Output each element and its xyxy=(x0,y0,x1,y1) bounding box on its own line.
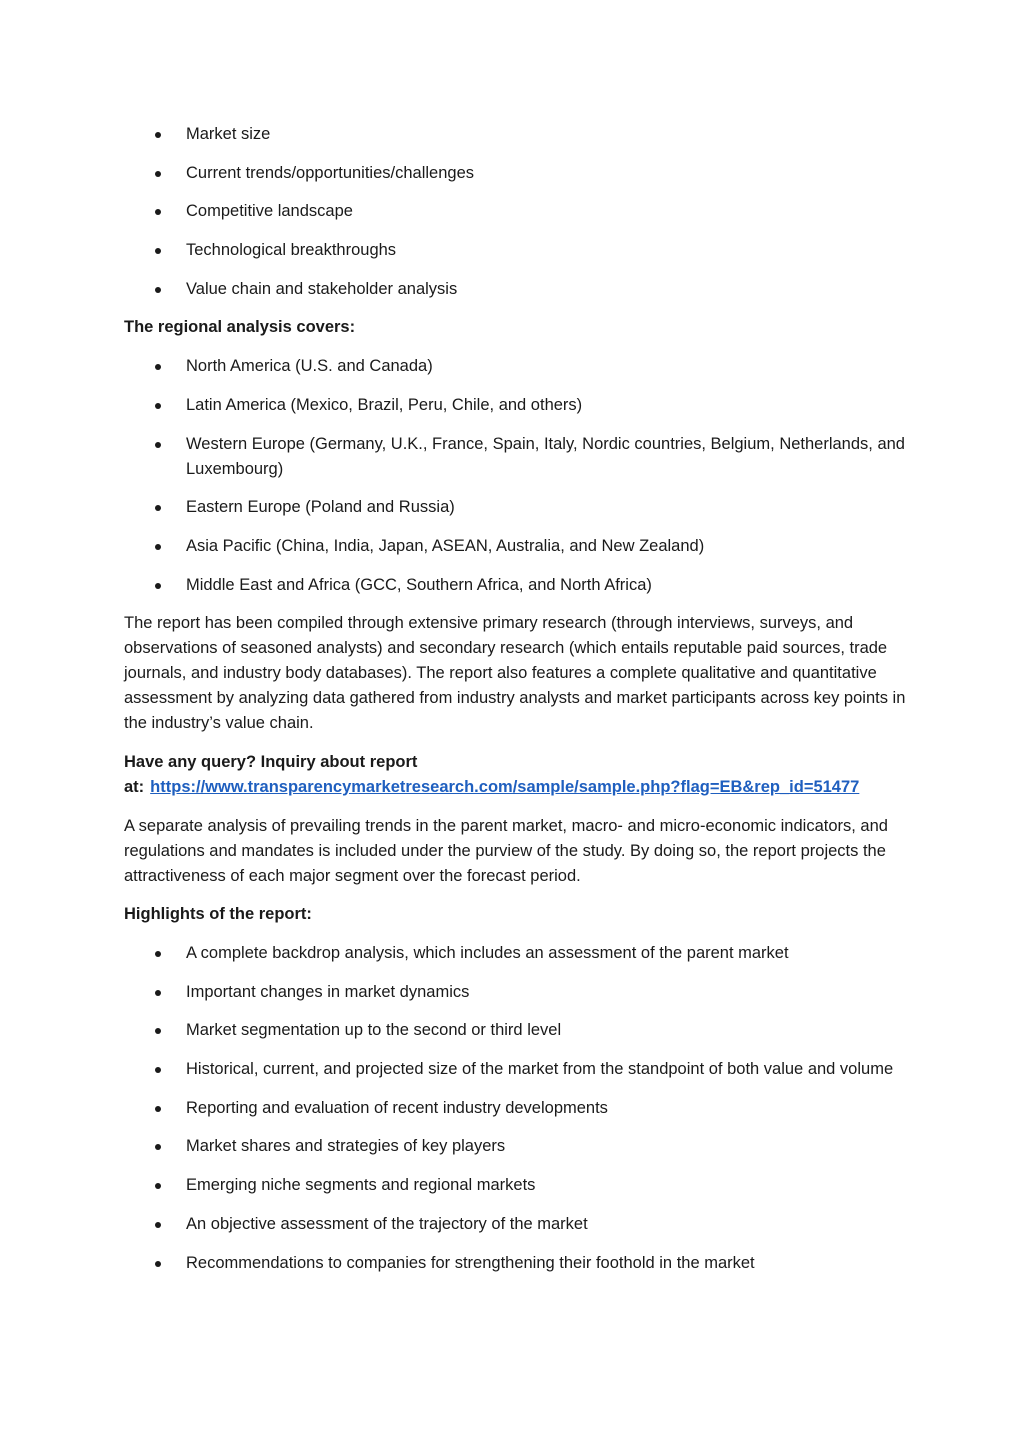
inquiry-prefix: at: xyxy=(124,777,145,796)
list-item xyxy=(124,980,914,1005)
bullet-icon xyxy=(155,171,161,177)
regions-list xyxy=(124,354,914,597)
list-item xyxy=(124,354,914,379)
analysis-paragraph: A separate analysis of prevailing trends in the parent market, macro- and micro-economic indicators, and regulations and mandates is included under the purview of the study. By doing so, the report projects the attractiveness of each major segment over the forecast period. xyxy=(124,816,888,885)
bullet-icon xyxy=(155,1144,161,1150)
bullet-icon xyxy=(155,505,161,511)
list-item xyxy=(124,277,914,302)
inquiry-label: Have any query? Inquiry about report xyxy=(124,752,418,771)
list-item xyxy=(124,1096,914,1121)
list-item-text: Reporting and evaluation of recent industry developments xyxy=(186,1098,608,1117)
list-item-text: North America (U.S. and Canada) xyxy=(186,357,433,376)
list-item xyxy=(124,534,914,559)
list-item-text: Middle East and Africa (GCC, Southern Africa, and North Africa) xyxy=(186,575,652,594)
list-item-text: Western Europe (Germany, U.K., France, Spain, Italy, Nordic countries, Belgium, Netherlands, and Luxembourg) xyxy=(186,434,905,478)
bullet-icon xyxy=(155,583,161,589)
list-item-text: Important changes in market dynamics xyxy=(186,982,470,1001)
list-item xyxy=(124,393,914,418)
bullet-icon xyxy=(155,990,161,996)
bullet-icon xyxy=(155,209,161,215)
bullet-icon xyxy=(155,1261,161,1267)
report-sample-link[interactable]: https://www.transparencymarketresearch.com/sample/sample.php?flag=EB&rep_id=51477 xyxy=(150,777,860,796)
list-item xyxy=(124,238,914,263)
list-item-text: Market segmentation up to the second or third level xyxy=(186,1021,562,1040)
list-item-text: Latin America (Mexico, Brazil, Peru, Chile, and others) xyxy=(186,395,583,414)
list-item-text: Eastern Europe (Poland and Russia) xyxy=(186,498,455,517)
list-item xyxy=(124,1251,914,1276)
list-item xyxy=(124,1134,914,1159)
list-item xyxy=(124,199,914,224)
bullet-icon xyxy=(155,1183,161,1189)
bullet-icon xyxy=(155,364,161,370)
bullet-icon xyxy=(155,132,161,138)
list-item xyxy=(124,1173,914,1198)
list-item-text: Emerging niche segments and regional markets xyxy=(186,1176,536,1195)
inquiry-link-line xyxy=(124,775,914,800)
list-item xyxy=(124,941,914,966)
bullet-icon xyxy=(155,1067,161,1073)
list-item xyxy=(124,432,914,482)
list-item-text: A complete backdrop analysis, which includes an assessment of the parent market xyxy=(186,944,789,962)
highlights-list xyxy=(124,941,914,1276)
list-item-text: Recommendations to companies for strengthening their foothold in the market xyxy=(186,1253,755,1272)
list-item xyxy=(124,161,914,186)
bullet-icon xyxy=(155,1106,161,1112)
list-item-text: Asia Pacific (China, India, Japan, ASEAN, Australia, and New Zealand) xyxy=(186,536,705,555)
bullet-icon xyxy=(155,1222,161,1228)
list-item xyxy=(124,1057,914,1082)
list-item xyxy=(124,1018,914,1043)
list-item-text: Market shares and strategies of key players xyxy=(186,1137,506,1156)
bullet-icon xyxy=(155,544,161,550)
document-page xyxy=(124,122,914,1289)
list-item xyxy=(124,122,914,147)
list-item-text: Value chain and stakeholder analysis xyxy=(186,279,458,298)
list-item-text: Historical, current, and projected size of the market from the standpoint of both value and volume xyxy=(186,1060,894,1079)
list-item-text: Competitive landscape xyxy=(186,202,353,221)
list-item-text: Current trends/opportunities/challenges xyxy=(186,163,475,182)
list-item xyxy=(124,573,914,598)
bullet-icon xyxy=(155,1028,161,1034)
bullet-icon xyxy=(155,248,161,254)
list-item xyxy=(124,495,914,520)
inquiry-block xyxy=(124,750,914,800)
regional-analysis-heading: The regional analysis covers: xyxy=(124,318,356,337)
bullet-icon xyxy=(155,951,161,957)
methodology-paragraph: The report has been compiled through extensive primary research (through interviews, surveys, and observations of seasoned analysts) and secondary research (which entails reputable paid sources, trade journals, and industry body databases). The report also features a complete qualitative and quantitative assessment by analyzing data gathered from industry analysts and market participants across key points in the industry’s value chain. xyxy=(124,614,906,733)
list-item-text: Technological breakthroughs xyxy=(186,241,397,260)
list-item-text: An objective assessment of the trajectory of the market xyxy=(186,1214,588,1233)
bullet-icon xyxy=(155,442,161,448)
bullet-icon xyxy=(155,403,161,409)
highlights-heading: Highlights of the report: xyxy=(124,905,312,924)
list-item xyxy=(124,1212,914,1237)
list-item-text: Market size xyxy=(186,125,271,143)
report-coverage-list xyxy=(124,122,914,302)
bullet-icon xyxy=(155,287,161,293)
